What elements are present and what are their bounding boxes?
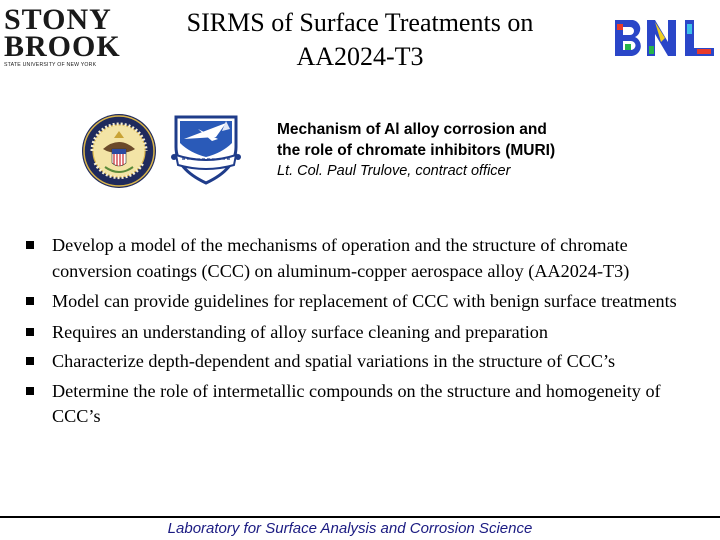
bullet-text: Develop a model of the mechanisms of operation and the structure of chromate conversion coatings (CCC) on aluminum-copper aerospace alloy (AA2024-T3) [52, 235, 630, 281]
stony-brook-logo [4, 3, 121, 76]
bullet-text: Determine the role of intermetallic compounds on the structure and homogeneity of CCC’s [52, 380, 661, 426]
bnl-logo [611, 16, 718, 60]
title-line-2: AA2024-T3 [296, 42, 424, 71]
slide-title [140, 6, 580, 74]
mission-line-3: Lt. Col. Paul Trulove, contract officer [277, 163, 511, 179]
bullet-list [22, 233, 712, 435]
bullet-item [22, 289, 712, 315]
bullet-text: Characterize depth-dependent and spatial variations in the structure of CCC’s [52, 351, 616, 371]
mission-block [277, 119, 555, 182]
bullet-item [22, 233, 712, 284]
air-force-shield-icon [168, 111, 244, 187]
bullet-item [22, 379, 712, 430]
bullet-square-icon [26, 241, 34, 249]
bullet-square-icon [26, 387, 34, 395]
footer-divider [0, 516, 720, 518]
bullet-square-icon [26, 328, 34, 336]
stony-brook-logo-subtitle: STATE UNIVERSITY OF NEW YORK [4, 62, 97, 68]
footer-text: Laboratory for Surface Analysis and Corrosion Science [167, 520, 533, 537]
mission-line-2: the role of chromate inhibitors (MURI) [277, 142, 556, 159]
mission-line-1: Mechanism of Al alloy corrosion and [277, 121, 547, 138]
bullet-text: Requires an understanding of alloy surface cleaning and preparation [52, 321, 548, 342]
title-line-1: SIRMS of Surface Treatments on [186, 8, 534, 37]
bullet-item [22, 349, 712, 375]
stony-brook-logo-line2: BROOK [4, 30, 121, 63]
bullet-square-icon [26, 357, 34, 365]
bullet-item [22, 320, 712, 346]
dod-seal-icon [81, 113, 157, 189]
bullet-square-icon [26, 297, 34, 305]
bullet-text: Model can provide guidelines for replacement of CCC with benign surface treatments [52, 291, 677, 311]
stony-brook-logo-line1: STONY [4, 3, 112, 36]
